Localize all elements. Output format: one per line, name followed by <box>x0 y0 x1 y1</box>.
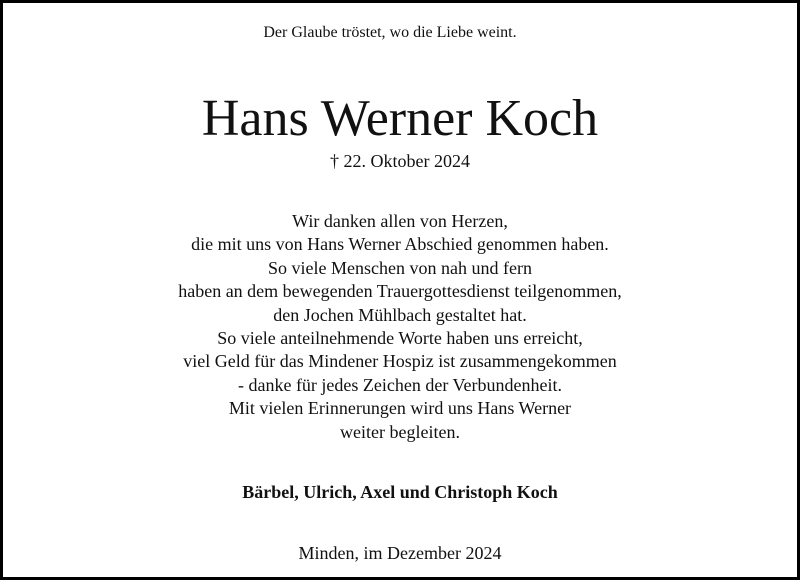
death-date: † 22. Oktober 2024 <box>330 151 470 171</box>
thank-you-line: viel Geld für das Mindener Hospiz ist zusammengekommen <box>183 351 617 372</box>
motto-text: Der Glaube tröstet, wo die Liebe weint. <box>263 24 517 41</box>
thank-you-line: - danke für jedes Zeichen der Verbundenheit. <box>237 374 563 395</box>
thank-you-line: Mit vielen Erinnerungen wird uns Hans Werner <box>228 398 572 419</box>
thank-you-line: Wir danken allen von Herzen, <box>292 211 508 231</box>
thank-you-line: die mit uns von Hans Werner Abschied genommen haben. <box>191 234 609 255</box>
signers-names: Bärbel, Ulrich, Axel und Christoph Koch <box>242 482 558 502</box>
place-and-date: Minden, im Dezember 2024 <box>298 543 502 563</box>
thank-you-line: den Jochen Mühlbach gestaltet hat. <box>273 304 527 325</box>
thank-you-line: haben an dem bewegenden Trauergottesdienst teilgenommen, <box>178 281 622 302</box>
thank-you-line: So viele Menschen von nah und fern <box>268 257 532 278</box>
thank-you-text <box>3 210 797 444</box>
thank-you-line: weiter begleiten. <box>340 421 460 442</box>
thank-you-line: So viele anteilnehmende Worte haben uns erreicht, <box>217 328 583 349</box>
deceased-name: Hans Werner Koch <box>201 90 599 147</box>
